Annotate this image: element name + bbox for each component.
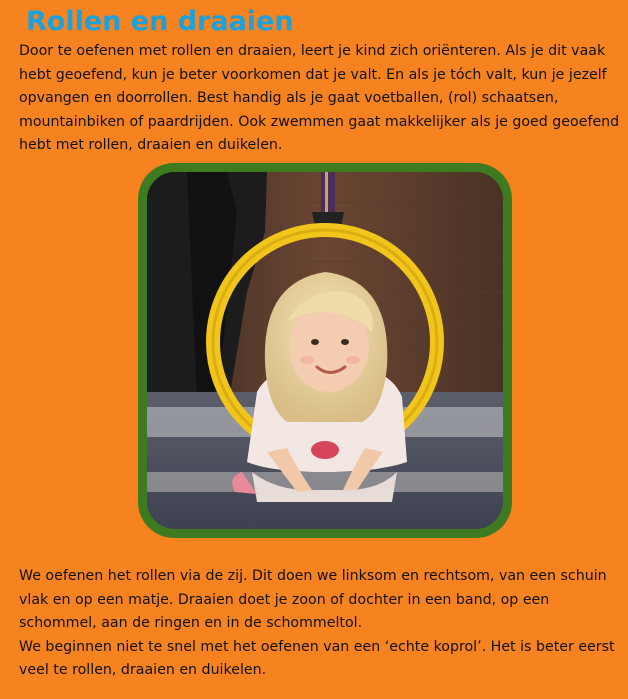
body-paragraph-rolling: We oefenen het rollen via de zij. Dit doen we linksom en rechtsom, van een schuin vlak en op een matje. Draaien doet je zoon of dochter in een band, op een schommel, aan de ringen en in de schommeltol. xyxy=(19,568,607,631)
photo-frame xyxy=(138,163,512,538)
body-text xyxy=(19,565,624,683)
page-title: Rollen en draaien xyxy=(26,6,294,37)
body-paragraph-koprol: We beginnen niet te snel met het oefenen van een ‘echte koprol’. Het is beter eerst veel te rollen, draaien en duikelen. xyxy=(19,638,615,678)
intro-paragraph: Door te oefenen met rollen en draaien, leert je kind zich oriënteren. Als je dit vaak hebt geoefend, kun je beter voorkomen dat je valt. En als je tóch valt, kun je jezelf opvangen en doorrollen. Best handig als je gaat voetballen, (rol) schaatsen, mountainbiken of paardrijden. Ook zwemmen gaat makkelijker als je goed geoefend hebt met rollen, draaien en duikelen. xyxy=(19,43,620,153)
child-in-hoop-photo xyxy=(147,172,503,529)
